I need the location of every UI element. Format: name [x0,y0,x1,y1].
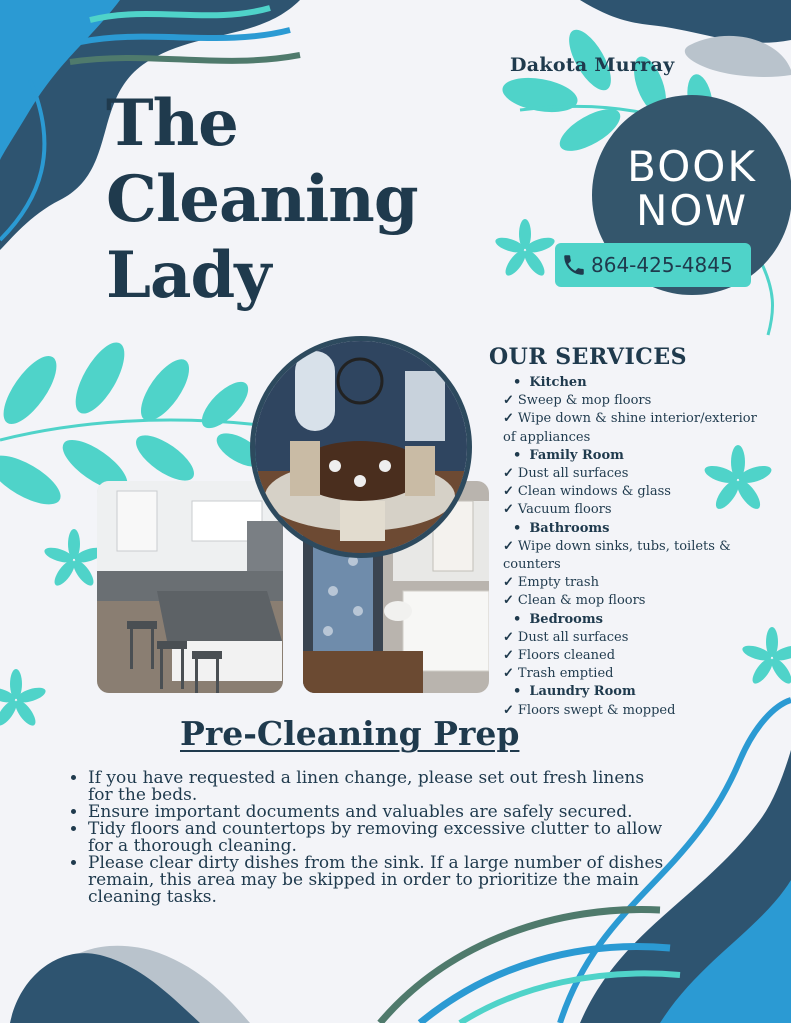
prep-heading: Pre-Cleaning Prep [180,714,520,753]
prep-list [64,770,668,906]
service-item: ✓ Empty trash [503,574,763,592]
kitchen-photo [97,481,283,693]
title-line: Lady [106,238,271,313]
author-name: Dakota Murray [510,54,675,76]
service-category: • Kitchen [503,374,763,392]
service-item: ✓ Clean windows & glass [503,483,763,501]
service-item: ✓ Wipe down sinks, tubs, toilets & counters [503,538,763,574]
service-category: • Family Room [503,447,763,465]
service-item: ✓ Sweep & mop floors [503,392,763,410]
title-line: Cleaning [106,162,418,237]
service-item: ✓ Trash emptied [503,665,763,683]
service-item: ✓ Vacuum floors [503,501,763,519]
service-item: ✓ Floors cleaned [503,647,763,665]
phone-number: 864-425-4845 [591,253,733,277]
service-item: ✓ Wipe down & shine interior/exterior of appliances [503,410,763,446]
services-list [503,374,763,720]
phone-contact[interactable] [555,243,751,287]
service-category: • Bedrooms [503,611,763,629]
book-now-line: BOOK [627,142,757,191]
prep-item: • If you have requested a linen change, please set out fresh linens for the beds. [88,770,668,804]
page-title [106,86,486,314]
prep-item: • Please clear dirty dishes from the sink. If a large number of dishes remain, this area may be skipped in order to prioritize the main cleaning tasks. [88,855,668,906]
book-now-line: NOW [635,186,748,235]
service-category: • Laundry Room [503,683,763,701]
service-item: ✓ Clean & mop floors [503,592,763,610]
service-category: • Bathrooms [503,520,763,538]
service-item: ✓ Dust all surfaces [503,465,763,483]
prep-item: • Tidy floors and countertops by removing excessive clutter to allow for a thorough cleaning. [88,821,668,855]
service-item: ✓ Dust all surfaces [503,629,763,647]
phone-icon [561,252,587,278]
title-line: The [106,86,238,161]
dining-room-photo [250,336,472,558]
prep-item: • Ensure important documents and valuables are safely secured. [88,804,668,821]
service-item: ✓ Floors swept & mopped [503,702,763,720]
services-heading: OUR SERVICES [489,344,687,370]
